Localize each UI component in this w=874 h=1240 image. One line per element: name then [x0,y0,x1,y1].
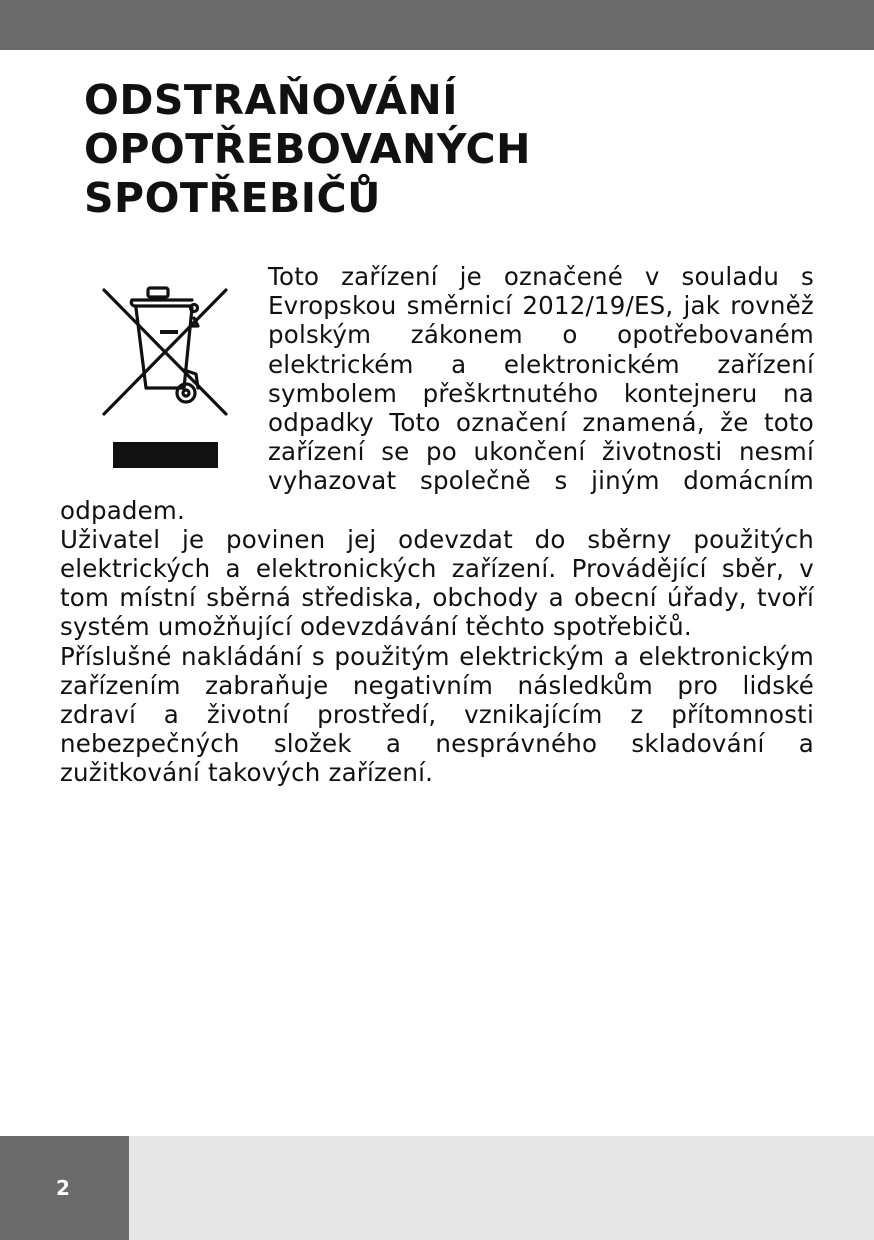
footer-bar [0,1136,874,1240]
paragraph-3: Příslušné nakládání s použitým elektrickým a elektronickým zařízením zabraňuje negativním následkům pro lidské zdraví a životní prostředí, vznikajícím z přítomnosti nebezpečných složek a nesprávného skladování a zužitkování takových zařízení. [60,641,814,788]
paragraph-2: Uživatel je povinen jej odevzdat do sběrny použitých elektrických a elektronických zařízení. Provádějící sběr, v tom místní sběrná střediska, obchody a obecní úřady, tvoří systém umožňující odevzdávání těchto spotřebičů. [60,524,814,642]
page-title [84,76,804,223]
crossed-out-wheelie-bin-icon [60,270,260,472]
paragraph-1: Toto zařízení je označené v souladu s Evropskou směrnicí 2012/19/ES, jak rovněž polským zákonem o opotřebovaném elektrickém a elektronickém zařízení symbolem přeškrtnutého kontejneru na odpadky Toto označení znamená, že toto zařízení se po ukončení životnosti nesmí vyhazovat společně s jiným domácním odpadem. [60,262,814,525]
title-line-3: SPOTŘEBIČŮ [84,174,381,222]
page-number: 2 [0,1136,129,1240]
title-line-2: OPOTŘEBOVANÝCH [84,125,531,173]
body-text [60,262,814,788]
title-line-1: ODSTRAŇOVÁNÍ [84,76,458,124]
top-bar [0,0,874,50]
